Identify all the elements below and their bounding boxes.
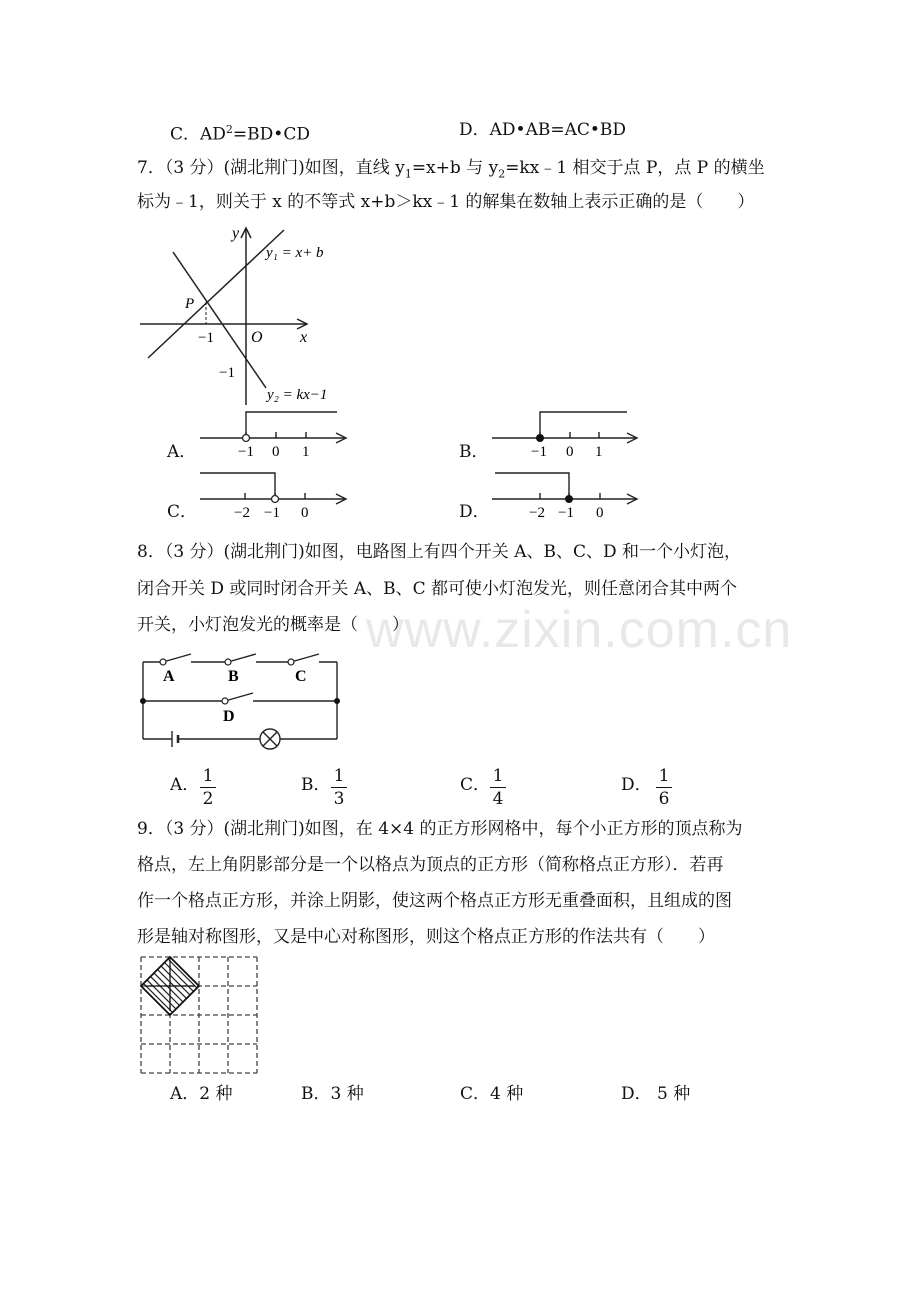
svg-text:1: 1 [302,444,310,460]
q9-stem-line1: 9．（3 分）(湖北荆门)如图，在 4×4 的正方形网格中，每个小正方形的顶点称为 [137,819,743,839]
switch-d-label: D [223,708,235,725]
switch-b-label: B [228,668,239,685]
svg-text:−1: −1 [558,505,574,521]
svg-text:0: 0 [301,505,309,521]
q7-origin-label: O [251,329,263,346]
svg-text:0: 0 [566,444,574,460]
q7-option-c-label: C． [167,502,198,522]
q8-option-a-fraction: 1 2 [200,766,216,809]
q7-stem-line2: 标为﹣1，则关于 x 的不等式 x+b＞kx﹣1 的解集在数轴上表示正确的是（ ） [137,192,755,212]
q7-point-label: P [185,296,195,312]
q7-y-axis-label: y [232,225,240,242]
q7-option-d-label: D． [459,502,490,522]
switch-a-label: A [163,668,175,685]
q9-stem-line3: 作一个格点正方形，并涂上阴影，使这两个格点正方形无重叠面积，且组成的图 [137,891,732,911]
q6-option-d: D．AD•AB=AC•BD [459,120,627,140]
q8-option-d: D． [621,775,652,795]
q9-stem-line4: 形是轴对称图形，又是中心对称图形，则这个格点正方形的作法共有（ ） [137,927,715,947]
q9-stem-line2: 格点，左上角阴影部分是一个以格点为顶点的正方形（简称格点正方形）．若再 [137,855,724,875]
switch-c-label: C [295,668,307,685]
q9-option-b: B．3 种 [301,1084,364,1104]
q8-option-c: C． [460,775,491,795]
q8-stem-line1: 8．（3 分）(湖北荆门)如图，电路图上有四个开关 A、B、C、D 和一个小灯泡， [137,542,742,562]
q7-line1-label: y₁ = x+ b [266,245,324,261]
q7-option-a-label: A． [167,442,197,462]
q9-option-a: A．2 种 [170,1084,233,1104]
svg-text:−1: −1 [531,444,547,460]
q7-line2-label: y₂ = kx−1 [267,387,328,403]
q8-option-b: B． [301,775,331,795]
svg-text:−1: −1 [238,444,254,460]
q9-option-c: C．4 种 [460,1084,524,1104]
q8-stem-line2: 闭合开关 D 或同时闭合开关 A、B、C 都可使小灯泡发光，则任意闭合其中两个 [137,579,738,599]
q8-option-d-fraction: 1 6 [656,766,672,809]
svg-text:−1: −1 [264,505,280,521]
svg-text:1: 1 [595,444,603,460]
q8-option-c-fraction: 1 4 [490,766,506,809]
svg-text:−2: −2 [234,505,250,521]
q7-y-mark: −1 [219,365,235,381]
q7-stem-line1: 7．（3 分）(湖北荆门)如图，直线 $y_1=x+b$ 与 $y_2=kx﹣1$ 相交于点 P，点 P 的横坐 [137,158,765,181]
q7-x-axis-label: x [300,329,308,346]
q9-option-d: D． 5 种 [621,1084,691,1104]
q8-stem-line3: 开关，小灯泡发光的概率是（ ） [137,615,409,635]
q8-option-a: A． [170,775,200,795]
q7-x-mark: −1 [198,330,214,346]
watermark: www.zixin.com.cn [366,601,793,659]
q8-option-b-fraction: 1 3 [331,766,347,809]
svg-text:0: 0 [272,444,280,460]
svg-text:0: 0 [596,505,604,521]
svg-text:−2: −2 [529,505,545,521]
q6-option-c: C．$AD^2=BD•CD$ [170,123,310,145]
q7-option-b-label: B． [459,442,489,462]
